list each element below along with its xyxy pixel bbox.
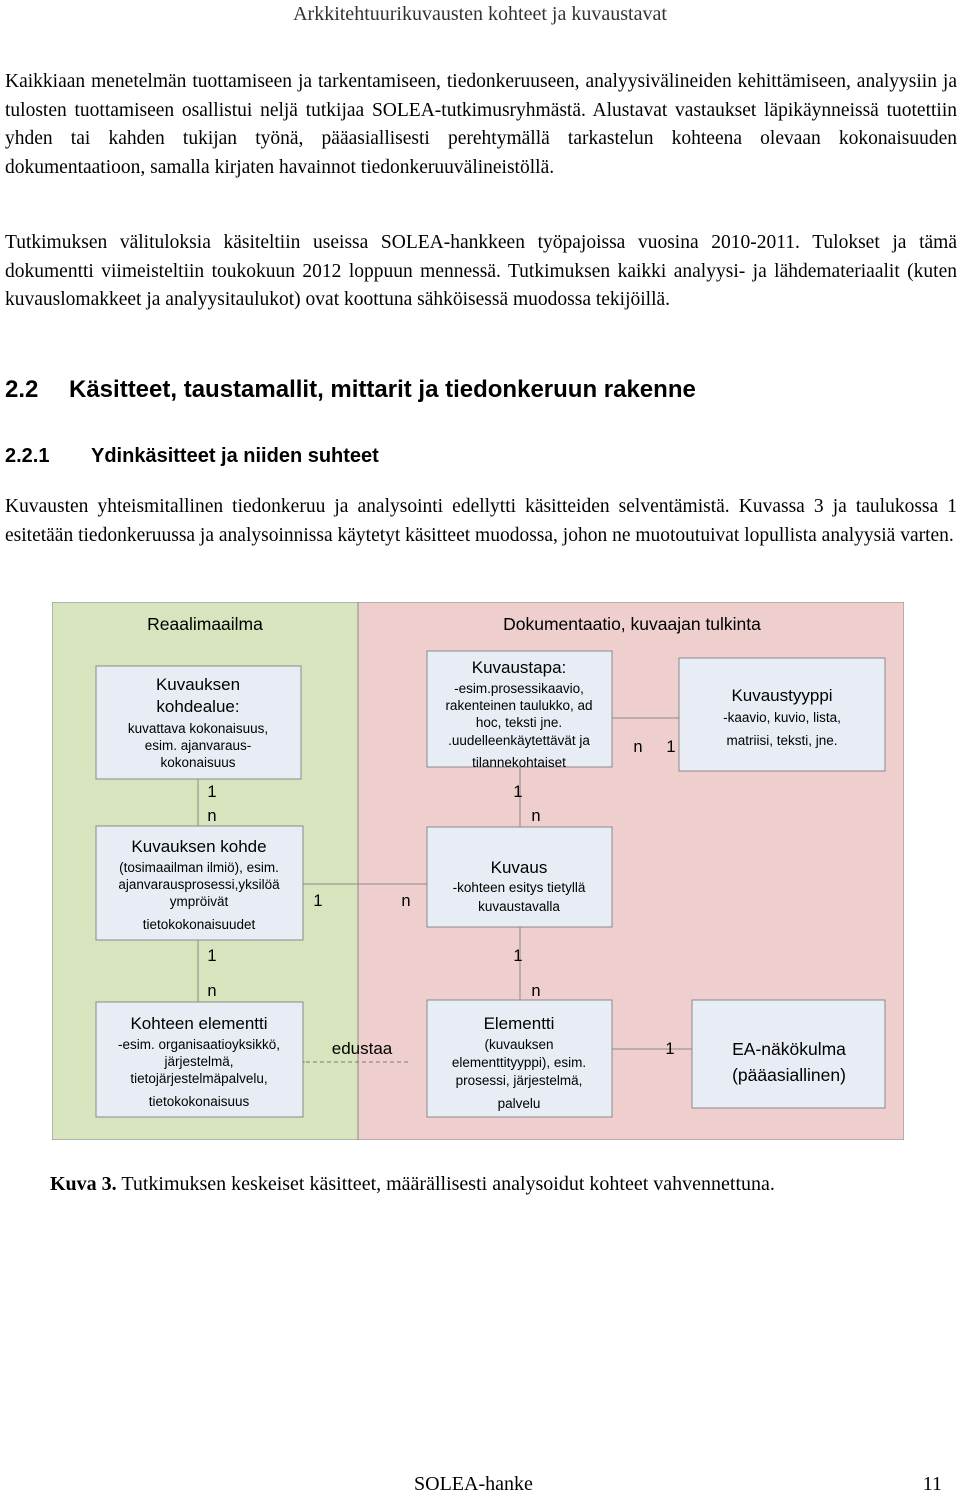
kohdealue-line-3: kokonaisuus: [160, 755, 236, 770]
kohde-line-4: tietokokonaisuudet: [142, 917, 256, 932]
kuvaustapa-line-1: -esim.prosessikaavio,: [454, 681, 584, 696]
kuvaustapa-line-5: tilannekohtaiset: [472, 755, 566, 770]
section-title: Käsitteet, taustamallit, mittarit ja tiedonkeruun rakenne: [69, 376, 696, 403]
ea-line-2: (pääasiallinen): [732, 1065, 846, 1085]
kuvaustapa-line-3: hoc, teksti jne.: [475, 715, 563, 730]
subsection-number: 2.2.1: [5, 445, 50, 467]
card-kohde-elementti-bottom: n: [207, 982, 217, 1000]
card-elementti-ea: 1: [665, 1040, 675, 1058]
card-kuvaustapa-tyyppi-right: 1: [666, 738, 676, 756]
kohde-line-3: ympröivät: [169, 894, 229, 909]
kohteen-elementti-line-2: järjestelmä,: [164, 1054, 234, 1069]
elementti-title: Elementti: [483, 1014, 555, 1033]
card-kuvaustapa-kuvaus-bottom: n: [531, 807, 541, 825]
page-number: 11: [922, 1473, 942, 1495]
footer-project: SOLEA-hanke: [414, 1473, 533, 1495]
kuvaustyyppi-line-1: -kaavio, kuvio, lista,: [723, 710, 841, 725]
card-kohdealue-kohde-bottom: n: [207, 807, 217, 825]
panel-documentation-title: Dokumentaatio, kuvaajan tulkinta: [503, 614, 761, 634]
card-kohde-kuvaus-right: n: [401, 892, 411, 910]
card-kuvaustapa-tyyppi-left: n: [633, 738, 643, 756]
paragraph-concepts: Kuvausten yhteismitallinen tiedonkeruu ja analysointi edellytti käsitteiden selventämistä. Kuvassa 3 ja taulukossa 1 esitetään tiedonkeruussa ja analysoinnissa käytetyt käsitteet muodossa, johon ne muotoutuivat lopullista analyysiä varten.: [5, 496, 957, 546]
section-heading: [5, 375, 696, 405]
kuvaustapa-line-2: rakenteinen taulukko, ad: [445, 698, 593, 713]
figure-caption: [50, 1170, 775, 1198]
elementti-line-4: palvelu: [497, 1096, 541, 1111]
panel-real-world-title: Reaalimaailma: [147, 614, 263, 634]
card-kuvaus-elementti-bottom: n: [531, 982, 541, 1000]
edustaa-label: edustaa: [331, 1039, 393, 1058]
kohdealue-title-1: Kuvauksen: [155, 675, 241, 694]
running-head: Arkkitehtuurikuvausten kohteet ja kuvaustavat: [293, 3, 667, 25]
section-number: 2.2: [5, 376, 39, 403]
kohteen-elementti-line-1: -esim. organisaatioyksikkö,: [117, 1037, 281, 1052]
card-kohdealue-kohde-top: 1: [207, 783, 217, 801]
kohdealue-line-1: kuvattava kokonaisuus,: [127, 721, 269, 736]
kohteen-elementti-line-3: tietojärjestelmäpalvelu,: [130, 1071, 268, 1086]
kohteen-elementti-title: Kohteen elementti: [130, 1014, 268, 1033]
card-kohde-kuvaus-left: 1: [313, 892, 323, 910]
kohdealue-title-2: kohdealue:: [156, 697, 240, 716]
elementti-line-1: (kuvauksen: [484, 1037, 554, 1052]
kuvaustyyppi-line-2: matriisi, teksti, jne.: [726, 733, 838, 748]
card-kuvaus-elementti-top: 1: [513, 947, 523, 965]
kuvaus-title: Kuvaus: [490, 858, 548, 877]
subsection-heading: [5, 443, 379, 469]
kohde-line-1: (tosimaailman ilmiö), esim.: [119, 860, 279, 875]
kuvaustyyppi-title: Kuvaustyyppi: [731, 686, 833, 705]
subsection-title: Ydinkäsitteet ja niiden suhteet: [91, 445, 379, 467]
kuvaus-line-2: kuvaustavalla: [478, 899, 560, 914]
figure-caption-label: Kuva 3.: [50, 1173, 117, 1195]
card-kohde-elementti-top: 1: [207, 947, 217, 965]
elementti-line-2: elementtityyppi), esim.: [451, 1055, 587, 1070]
kuvaustapa-title: Kuvaustapa:: [471, 658, 567, 677]
kuvaustapa-line-4: .uudelleenkäytettävät ja: [448, 733, 590, 748]
paragraph-methods: Kaikkiaan menetelmän tuottamiseen ja tarkentamiseen, tiedonkeruuseen, analyysivälineiden kehittämiseen, analyysiin ja tulosten tuottamiseen osallistui neljä tutkijaa SOLEA-tutkimusryhmästä. Alustavat vastaukset läpikäynneissä tuotettiin yhden tai kahden tukijan työnä, pääasiallisesti perehtymällä tarkastelun kohteena olevaan kokonaisuuden dokumentaatioon, samalla kirjaten havainnot tiedonkeruuvälineistöllä.: [5, 71, 957, 178]
ea-line-1: EA-näkökulma: [732, 1039, 846, 1059]
concept-figure: [52, 602, 904, 1140]
card-kuvaustapa-kuvaus-top: 1: [513, 783, 523, 801]
kuvaus-line-1: -kohteen esitys tietyllä: [452, 880, 586, 895]
paragraph-results: Tutkimuksen välituloksia käsiteltiin useissa SOLEA-hankkeen työpajoissa vuosina 2010-2011. Tulokset ja tämä dokumentti viimeisteltiin toukokuun 2012 loppuun mennessä. Tutkimuksen kaikki analyysi- ja lähdemateriaalit (kuten kuvauslomakkeet ja analyysitaulukot) ovat koottuna sähköisessä muodossa tekijöillä.: [5, 232, 957, 310]
kohteen-elementti-line-4: tietokokonaisuus: [148, 1094, 250, 1109]
concept-diagram: [52, 602, 904, 1140]
figure-caption-text: Tutkimuksen keskeiset käsitteet, määrällisesti analysoidut kohteet vahvennettuna.: [116, 1173, 775, 1195]
kohde-line-2: ajanvarausprosessi,yksilöä: [118, 877, 280, 892]
elementti-line-3: prosessi, järjestelmä,: [455, 1073, 583, 1088]
kohde-title: Kuvauksen kohde: [131, 837, 267, 856]
kohdealue-line-2: esim. ajanvaraus-: [144, 738, 252, 753]
